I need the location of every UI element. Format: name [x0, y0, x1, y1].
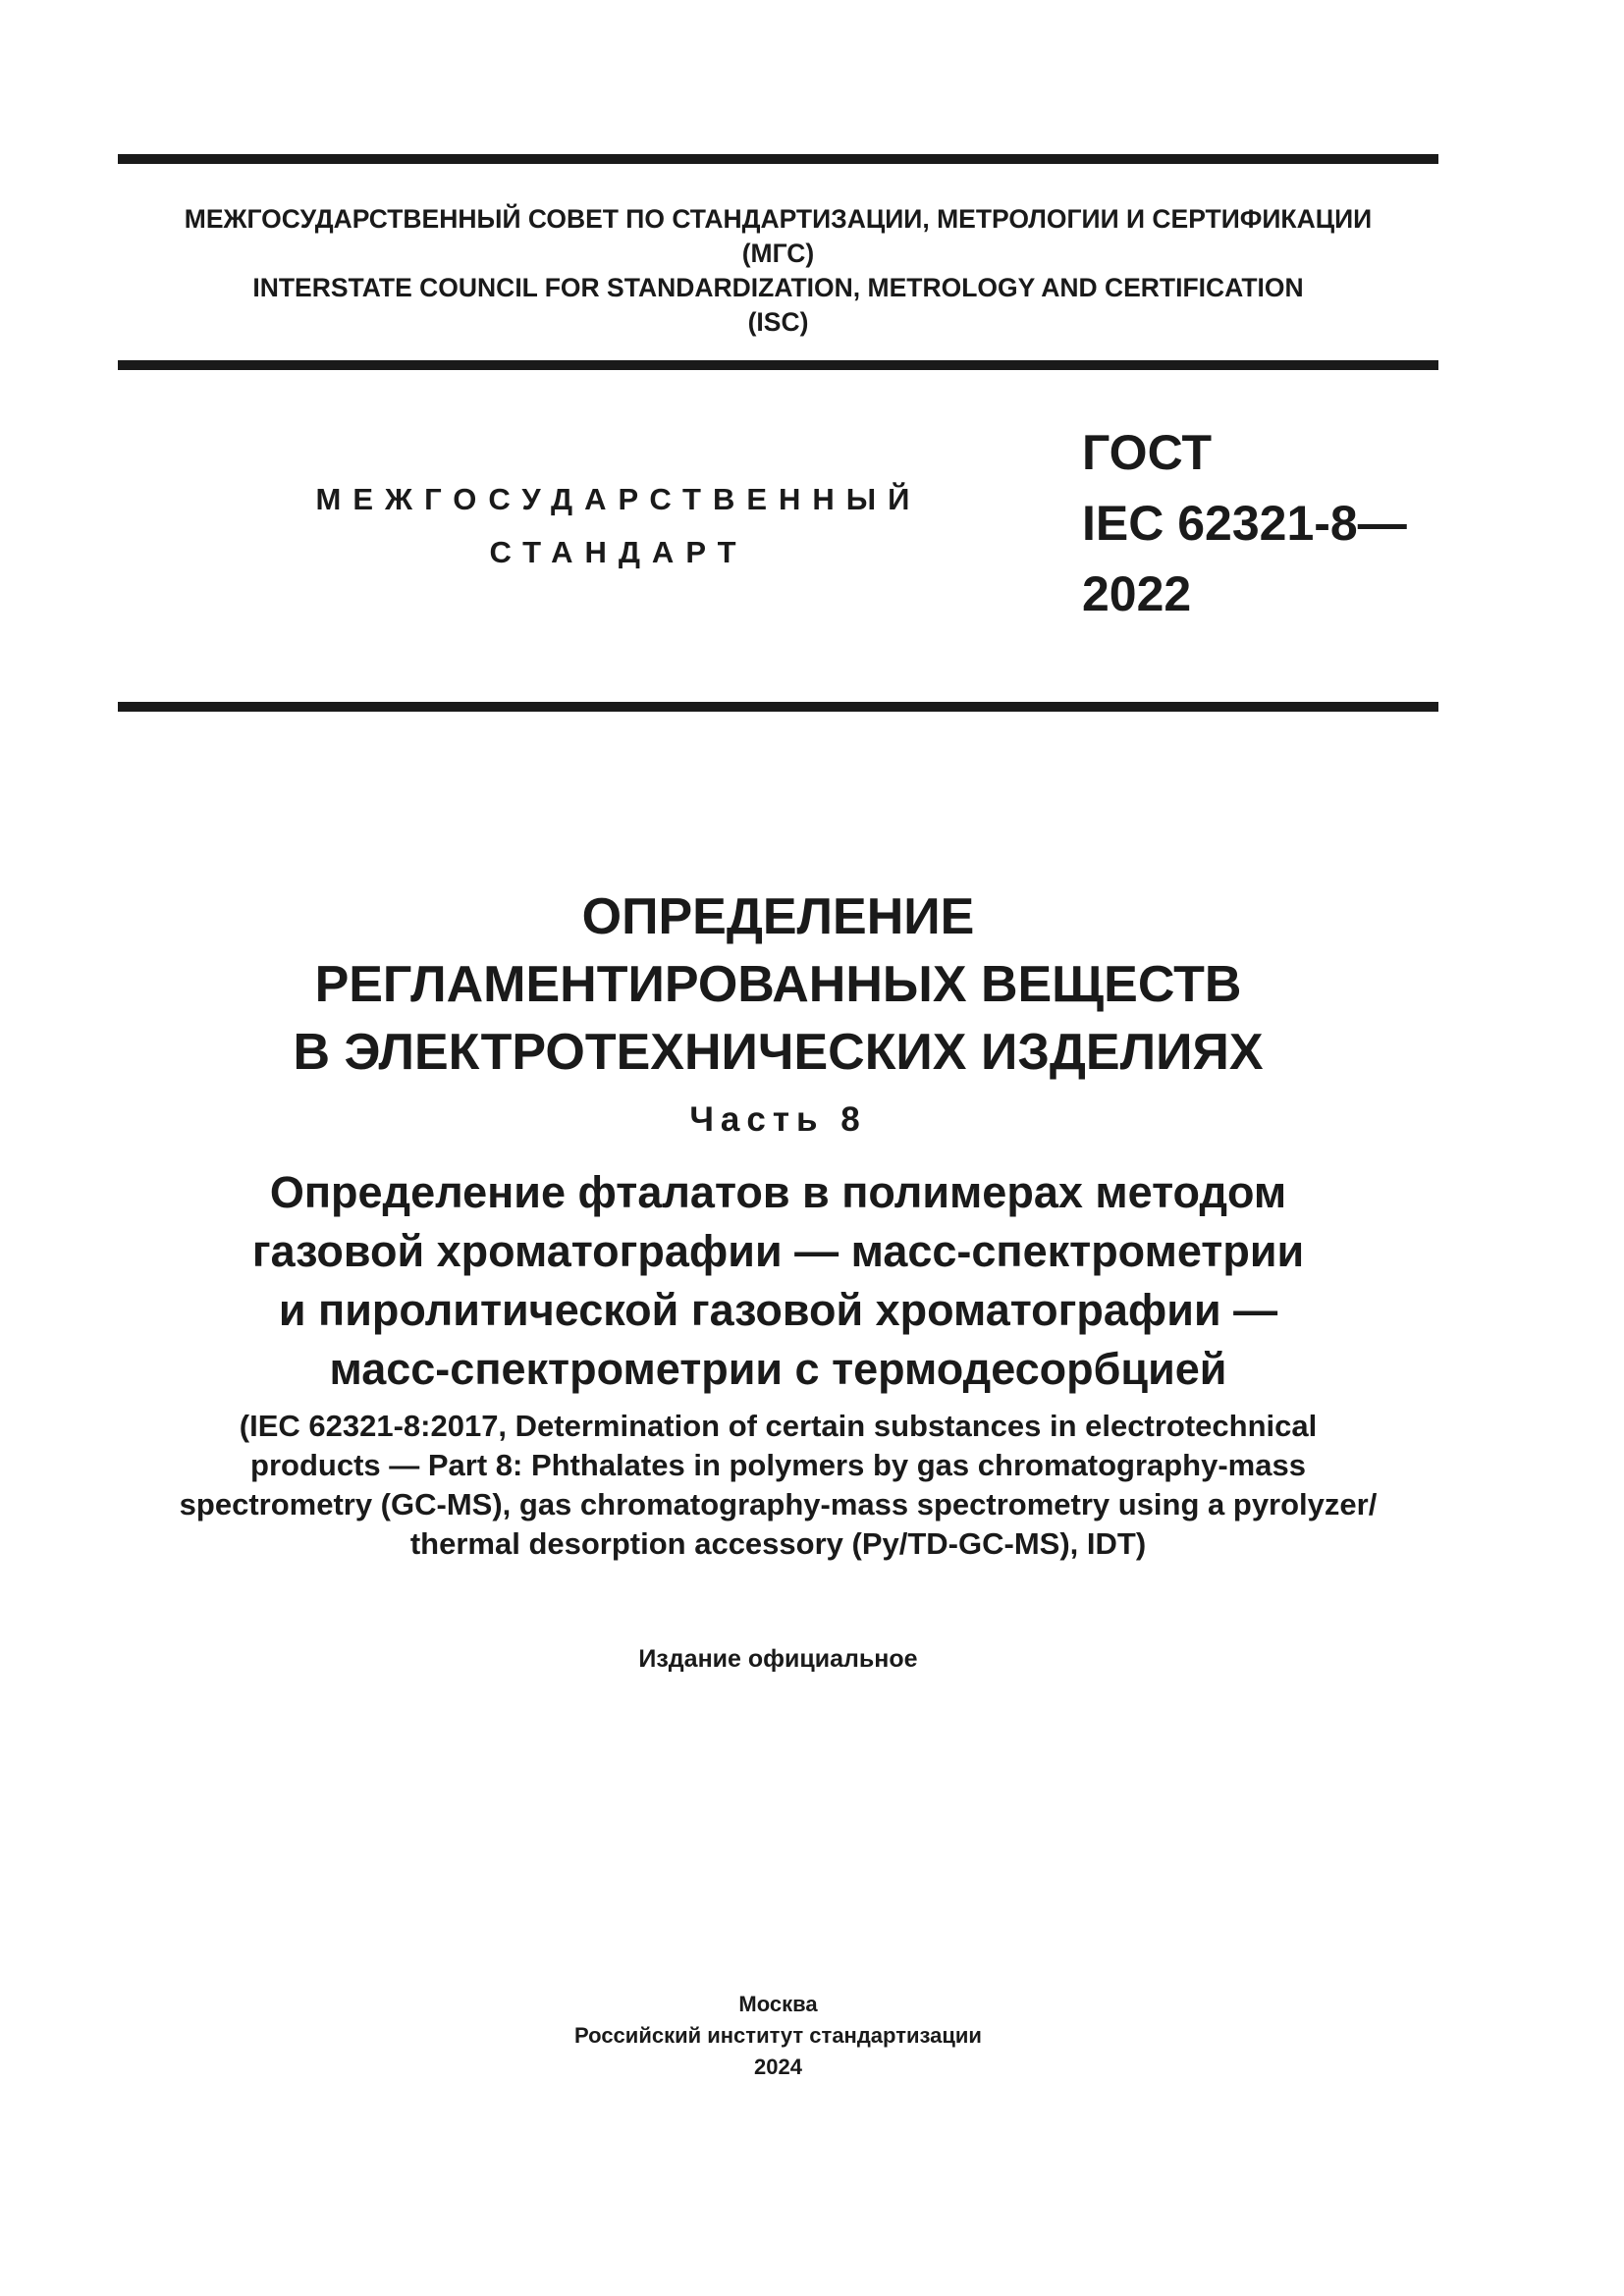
sub-title-line1: Определение фталатов в полимерах методом [269, 1167, 1287, 1217]
publisher-block [118, 1989, 1438, 2083]
top-divider [118, 154, 1438, 164]
standard-kind [295, 473, 943, 579]
middle-divider [118, 360, 1438, 370]
standard-kind-line1: МЕЖГОСУДАРСТВЕННЫЙ [315, 482, 922, 516]
main-title-line1: ОПРЕДЕЛЕНИЕ [581, 888, 975, 945]
council-name-ru: МЕЖГОСУДАРСТВЕННЫЙ СОВЕТ ПО СТАНДАРТИЗАЦИИ, МЕТРОЛОГИИ И СЕРТИФИКАЦИИ [184, 204, 1373, 234]
council-abbr-ru: (МГС) [741, 239, 815, 268]
sub-title-line4: масс-спектрометрии с термодесорбцией [329, 1344, 1227, 1394]
bottom-divider [118, 702, 1438, 712]
edition-note: Издание официальное [638, 1645, 918, 1673]
iec-reference [98, 1407, 1458, 1564]
main-title [118, 883, 1438, 1087]
council-name-en: INTERSTATE COUNCIL FOR STANDARDIZATION, METROLOGY AND CERTIFICATION [252, 273, 1304, 302]
iec-reference-line3: spectrometry (GC-MS), gas chromatography-mass spectrometry using a pyrolyzer/ [179, 1487, 1378, 1522]
iec-reference-line1: (IEC 62321-8:2017, Determination of certain substances in electrotechnical [239, 1409, 1318, 1443]
main-title-line2: РЕГЛАМЕНТИРОВАННЫХ ВЕЩЕСТВ [314, 956, 1242, 1013]
standard-kind-line2: СТАНДАРТ [489, 535, 748, 569]
iec-reference-line2: products — Part 8: Phthalates in polymers by gas chromatography-mass [250, 1448, 1306, 1482]
publisher-year: 2024 [754, 2055, 802, 2079]
council-abbr-en: (ISC) [747, 307, 809, 337]
council-header [118, 202, 1438, 340]
standard-designation [1082, 417, 1494, 629]
iec-reference-line4: thermal desorption accessory (Py/TD-GC-MS), IDT) [409, 1526, 1147, 1561]
sub-title [118, 1163, 1438, 1399]
designation-gost: ГОСТ [1082, 425, 1212, 480]
main-title-line3: В ЭЛЕКТРОТЕХНИЧЕСКИХ ИЗДЕЛИЯХ [293, 1024, 1264, 1081]
designation-number: IEC 62321-8— [1082, 496, 1407, 551]
publisher-name: Российский институт стандартизации [574, 2023, 982, 2048]
part-label: Часть 8 [689, 1100, 867, 1139]
publisher-city: Москва [738, 1992, 818, 2016]
sub-title-line3: и пиролитической газовой хроматографии — [278, 1285, 1278, 1335]
designation-year: 2022 [1082, 566, 1192, 621]
sub-title-line2: газовой хроматографии — масс-спектрометрии [251, 1226, 1305, 1276]
